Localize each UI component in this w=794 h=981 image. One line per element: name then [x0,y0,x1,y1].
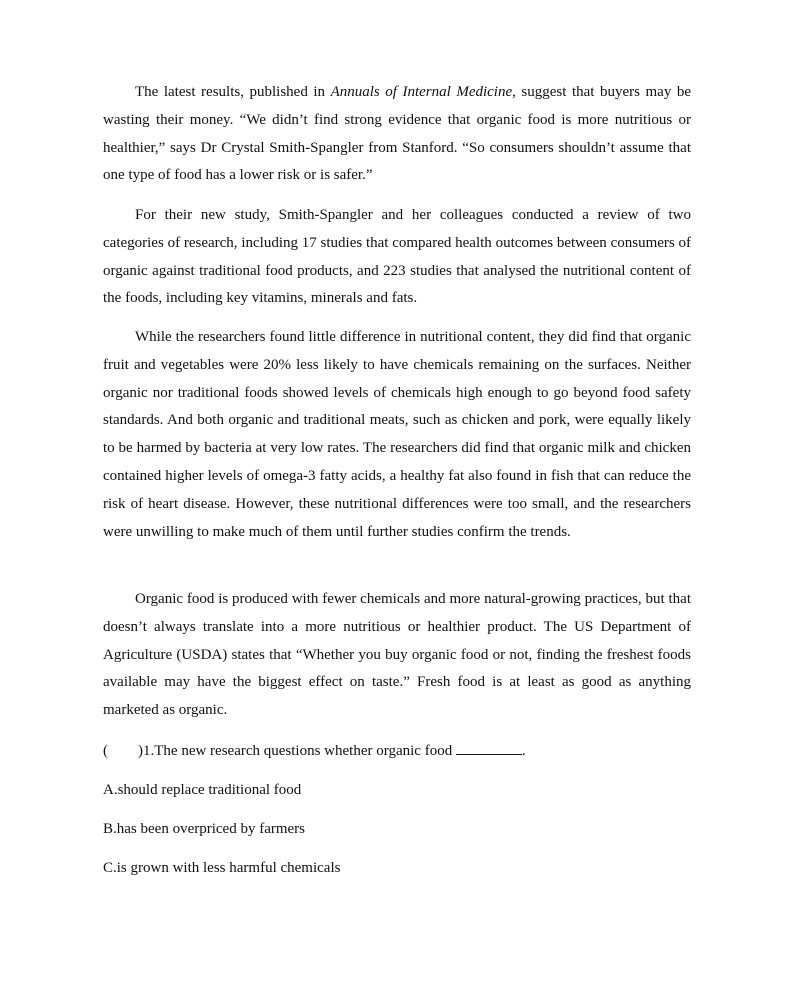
question-1 [103,741,526,761]
paragraph-4: Organic food is produced with fewer chemicals and more natural-growing practices, but that doesn’t always translate into a more nutritious or healthier product. The US Department of Agriculture (USDA) states that “Whether you buy organic food or not, finding the freshest foods available may have the biggest effect on taste.” Fresh food is at least as good as anything marketed as organic. [103,591,691,719]
paragraph-1-rest: , suggest that buyers may be wasting their money. “We didn’t find strong evidence that organic food is more nutritious or healthier,” says Dr Crystal Smith-Spangler from Stanford. “So consumers shouldn’t assume that one type of food has a lower risk or is safer.” [103,84,692,184]
option-b[interactable]: B.has been overpriced by farmers [103,821,306,837]
option-a[interactable]: A.should replace traditional food [103,782,302,798]
journal-title: Annuals of Internal Medicine [330,84,513,100]
paragraph-3: While the researchers found little difference in nutritional content, they did find that organic fruit and vegetables were 20% less likely to have chemicals remaining on the surfaces. Neither organic nor traditional foods showed levels of chemicals high enough to go beyond food safety standards. And both organic and traditional meats, such as chicken and pork, were equally likely to be harmed by bacteria at very low rates. The researchers did find that organic milk and chicken contained higher levels of omega-3 fatty acids, a healthy fat also found in fish that can reduce the risk of heart disease. However, these nutritional differences were too small, and the researchers were unwilling to make much of them until further studies confirm the trends. [103,329,691,540]
question-stem: 1.The new research questions whether organic food [143,743,453,759]
paragraph-1-lead: The latest results, published in [135,84,331,100]
question-end: . [521,743,526,759]
paragraph-2: For their new study, Smith-Spangler and her colleagues conducted a review of two categories of research, including 17 studies that compared health outcomes between consumers of organic against traditional food products, and 223 studies that analysed the nutritional content of the foods, including key vitamins, minerals and fats. [103,207,691,307]
answer-blank [456,741,522,755]
option-c[interactable]: C.is grown with less harmful chemicals [103,860,341,876]
answer-paren[interactable]: ( ) [103,743,143,759]
paragraph-1 [103,79,691,190]
